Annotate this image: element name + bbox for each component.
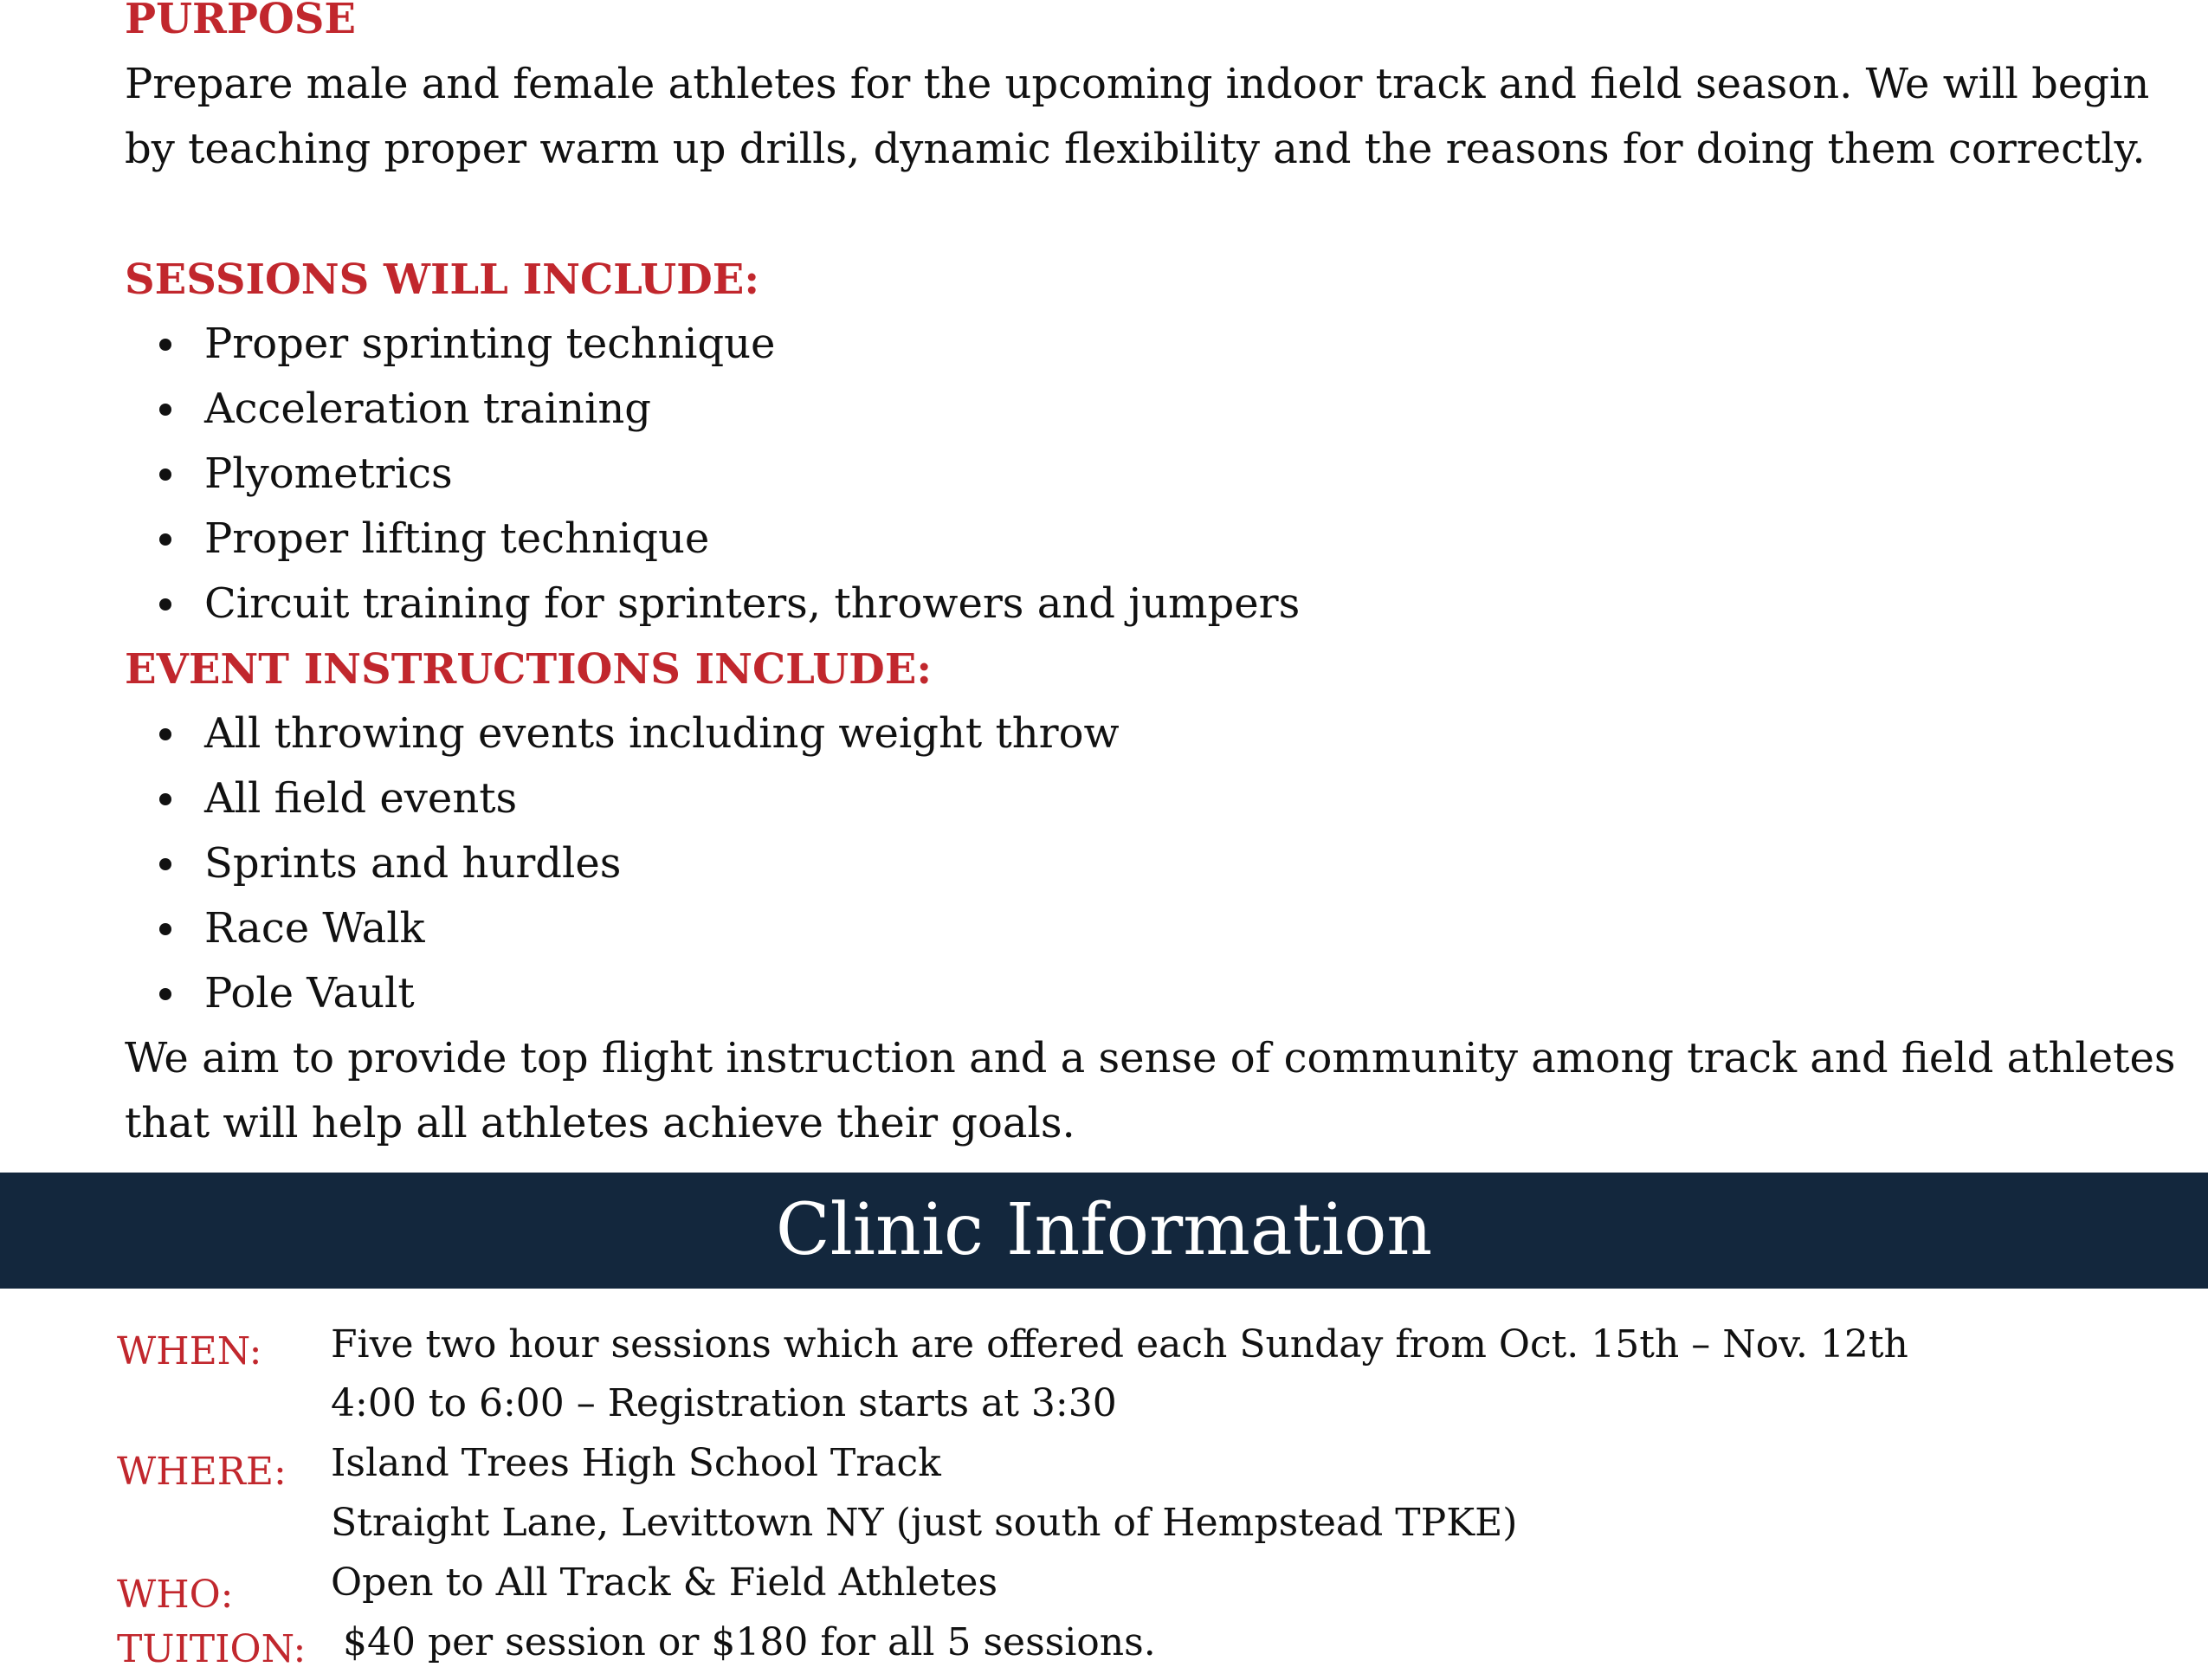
when-value-line-2: 4:00 to 6:00 – Registration starts at 3:30 (331, 1381, 1117, 1425)
bullet-icon (159, 598, 171, 611)
closing-line-2: that will help all athletes achieve their goals. (125, 1099, 1075, 1147)
who-value: Open to All Track & Field Athletes (331, 1560, 998, 1605)
bullet-icon (159, 858, 171, 870)
bullet-icon (159, 988, 171, 1000)
bullet-icon (159, 404, 171, 416)
when-row (0, 1315, 2208, 1375)
clinic-flyer-page: PURPOSE Prepare male and female athletes for the upcoming indoor track and field season. We will begin by teaching proper warm up drills, dynamic flexibility and the reasons for doing them correctly. SESSIONS WILL INCLUDE: Proper sprinting technique Acceleration training Plyometrics Proper lifting technique Circuit training for sprinters, throwers and jumpers EVENT INSTRUCTIONS INCLUDE: All throwing events including weight throw All field events Sprints and hurdles Race Walk Pole Vault We aim to provide top flight instruction and a sense of community among track and field athletes that will help all athletes achieve their goals. Clinic Information WHEN: Five two hour sessions which are offered each Sunday from Oct. 15th – Nov. 12th 4:00 to 6:00 – Registration starts at 3:30 WHERE: Island Trees High School Track Straight Lane, Levittown NY (just south of Hempstead TPKE) WHO: Open to All Track & Field Athletes TUITION: $40 per session or $180 for all 5 sessions. (0, 0, 2208, 1680)
bullet-icon (159, 793, 171, 805)
where-value-line-1: Island Trees High School Track (331, 1441, 941, 1485)
who-row (0, 1553, 2208, 1617)
when-value-line-1: Five two hour sessions which are offered each Sunday from Oct. 15th – Nov. 12th (331, 1322, 1908, 1367)
sessions-heading: SESSIONS WILL INCLUDE: (125, 255, 760, 304)
bullet-icon (159, 923, 171, 935)
purpose-line-1: Prepare male and female athletes for the upcoming indoor track and field season. We will begin (125, 60, 2150, 108)
bullet-icon (159, 339, 171, 351)
events-heading: EVENT INSTRUCTIONS INCLUDE: (125, 645, 933, 694)
where-row-2 (0, 1493, 2208, 1554)
when-row-2 (0, 1373, 2208, 1434)
tuition-value: $40 per session or $180 for all 5 sessions. (331, 1620, 1156, 1664)
purpose-line-2: by teaching proper warm up drills, dynamic flexibility and the reasons for doing them correctly. (125, 125, 2146, 173)
purpose-heading: PURPOSE (125, 0, 356, 43)
tuition-row (0, 1612, 2208, 1673)
where-row (0, 1433, 2208, 1494)
when-label: WHEN: (117, 1329, 262, 1373)
bullet-icon (159, 728, 171, 740)
bullet-icon (159, 533, 171, 546)
bullet-icon (159, 468, 171, 481)
tuition-label: TUITION: (117, 1627, 307, 1671)
where-label: WHERE: (117, 1450, 287, 1494)
who-label: WHO: (117, 1573, 234, 1617)
banner-title: Clinic Information (775, 1189, 1433, 1271)
closing-line-1: We aim to provide top flight instruction and a sense of community among track and field athletes (125, 1034, 2176, 1082)
clinic-information-banner (0, 1173, 2208, 1289)
where-value-line-2: Straight Lane, Levittown NY (just south of Hempstead TPKE) (331, 1501, 1518, 1545)
